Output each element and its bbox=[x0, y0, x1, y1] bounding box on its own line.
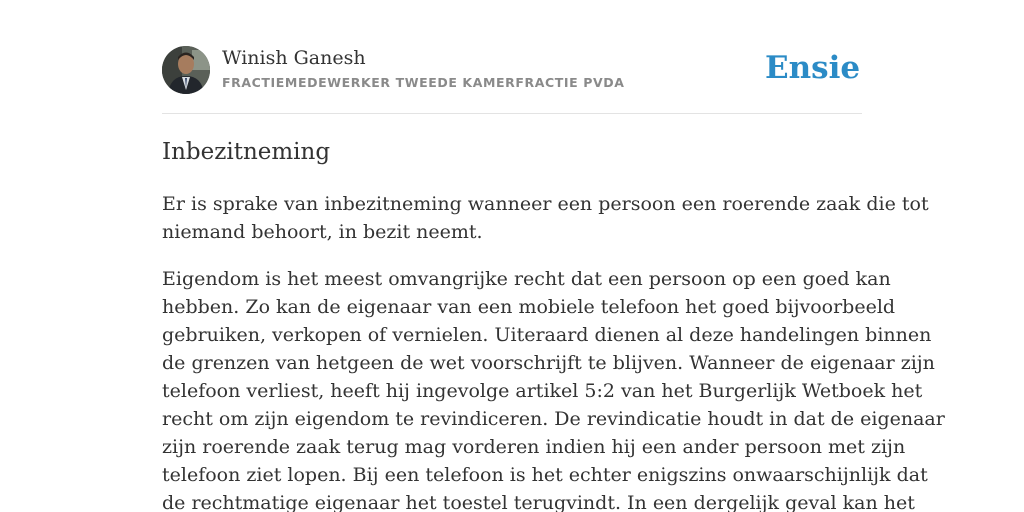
paragraph-line: telefoon verliest, heeft hij ingevolge artikel 5:2 van het Burgerlijk Wetboek het bbox=[162, 380, 923, 402]
paragraph-line: telefoon ziet lopen. Bij een telefoon is het echter enigszins onwaarschijnlijk dat bbox=[162, 464, 928, 486]
author-header bbox=[162, 46, 862, 96]
article-paragraph-2 bbox=[162, 265, 945, 512]
ensie-logo-link[interactable]: Ensie bbox=[765, 50, 861, 86]
paragraph-line: Er is sprake van inbezitneming wanneer een persoon een roerende zaak die tot bbox=[162, 193, 929, 215]
paragraph-line: Eigendom is het meest omvangrijke recht dat een persoon op een goed kan bbox=[162, 268, 891, 290]
paragraph-line: zijn roerende zaak terug mag vorderen indien hij een ander persoon met zijn bbox=[162, 436, 906, 458]
paragraph-line: niemand behoort, in bezit neemt. bbox=[162, 221, 483, 243]
article-paragraph-1 bbox=[162, 190, 929, 246]
paragraph-line: gebruiken, verkopen of vernielen. Uiteraard dienen al deze handelingen binnen bbox=[162, 324, 932, 346]
paragraph-line: hebben. Zo kan de eigenaar van een mobiele telefoon het goed bijvoorbeeld bbox=[162, 296, 896, 318]
avatar-photo-image bbox=[162, 46, 210, 94]
paragraph-line: de rechtmatige eigenaar het toestel terugvindt. In een dergelijk geval kan het bbox=[162, 492, 915, 512]
article-title: Inbezitneming bbox=[162, 139, 331, 165]
author-name[interactable]: Winish Ganesh bbox=[222, 47, 366, 69]
author-avatar[interactable] bbox=[162, 46, 210, 94]
paragraph-line: de grenzen van hetgeen de wet voorschrijft te blijven. Wanneer de eigenaar zijn bbox=[162, 352, 935, 374]
header-divider bbox=[162, 113, 862, 114]
paragraph-line: recht om zijn eigendom te revindiceren. De revindicatie houdt in dat de eigenaar bbox=[162, 408, 945, 430]
author-role: FRACTIEMEDEWERKER TWEEDE KAMERFRACTIE PVDA bbox=[222, 75, 625, 90]
